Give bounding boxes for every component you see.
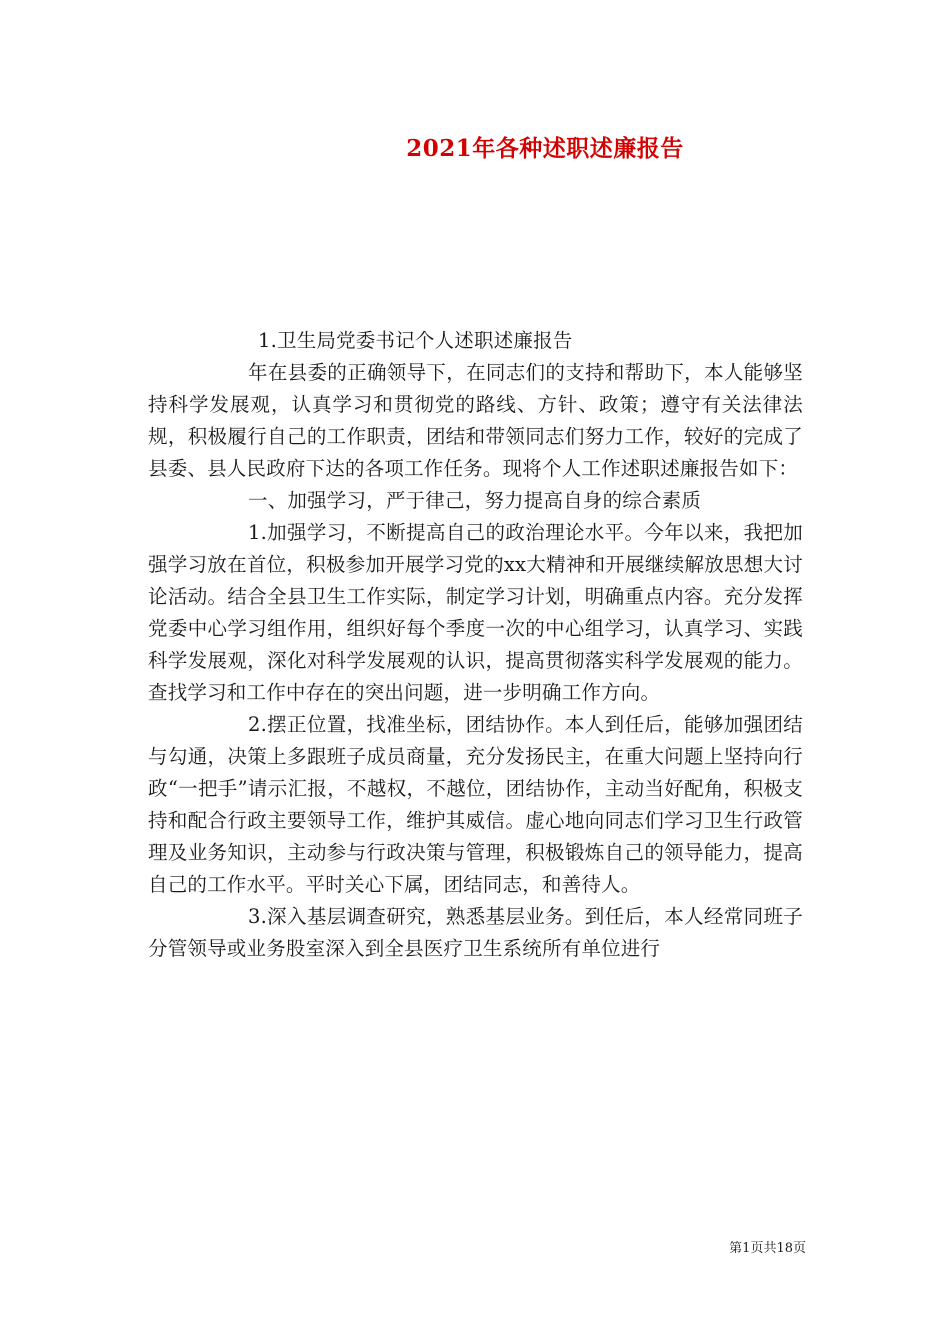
- paragraph-item-two: 2.摆正位置，找准坐标，团结协作。本人到任后，能够加强团结与勾通，决策上多跟班子成员商量，充分发扬民主，在重大问题上坚持向行政“一把手”请示汇报，不越权，不越位，团结协作，主动当好配角，积极支持和配合行政主要领导工作，维护其威信。虚心地向同志们学习卫生行政管理及业务知识，主动参与行政决策与管理，积极锻炼自己的领导能力，提高自己的工作水平。平时关心下属，团结同志，和善待人。: [148, 713, 803, 896]
- section-title: 1.卫生局党委书记个人述职述廉报告: [258, 329, 573, 352]
- document-title: 2021年各种述职述廉报告: [406, 135, 684, 162]
- page-footer: 第1页共18页: [729, 1241, 806, 1256]
- paragraph-item-three: 3.深入基层调查研究，熟悉基层业务。到任后，本人经常同班子分管领导或业务股室深入到全县医疗卫生系统所有单位进行: [148, 905, 803, 960]
- paragraph-item-one: 1.加强学习，不断提高自己的政治理论水平。今年以来，我把加强学习放在首位，积极参加开展学习党的xx大精神和开展继续解放思想大讨论活动。结合全县卫生工作实际，制定学习计划，明确重点内容。充分发挥党委中心学习组作用，组织好每个季度一次的中心组学习，认真学习、实践科学发展观，深化对科学发展观的认识，提高贯彻落实科学发展观的能力。查找学习和工作中存在的突出问题，进一步明确工作方向。: [148, 521, 803, 704]
- paragraph-heading-one: 一、加强学习，严于律己，努力提高自身的综合素质: [248, 489, 702, 512]
- paragraph-intro: 年在县委的正确领导下，在同志们的支持和帮助下，本人能够坚持科学发展观，认真学习和贯彻党的路线、方针、政策；遵守有关法律法规，积极履行自己的工作职责，团结和带领同志们努力工作，较好的完成了县委、县人民政府下达的各项工作任务。现将个人工作述职述廉报告如下：: [148, 361, 803, 480]
- document-body: [148, 325, 803, 965]
